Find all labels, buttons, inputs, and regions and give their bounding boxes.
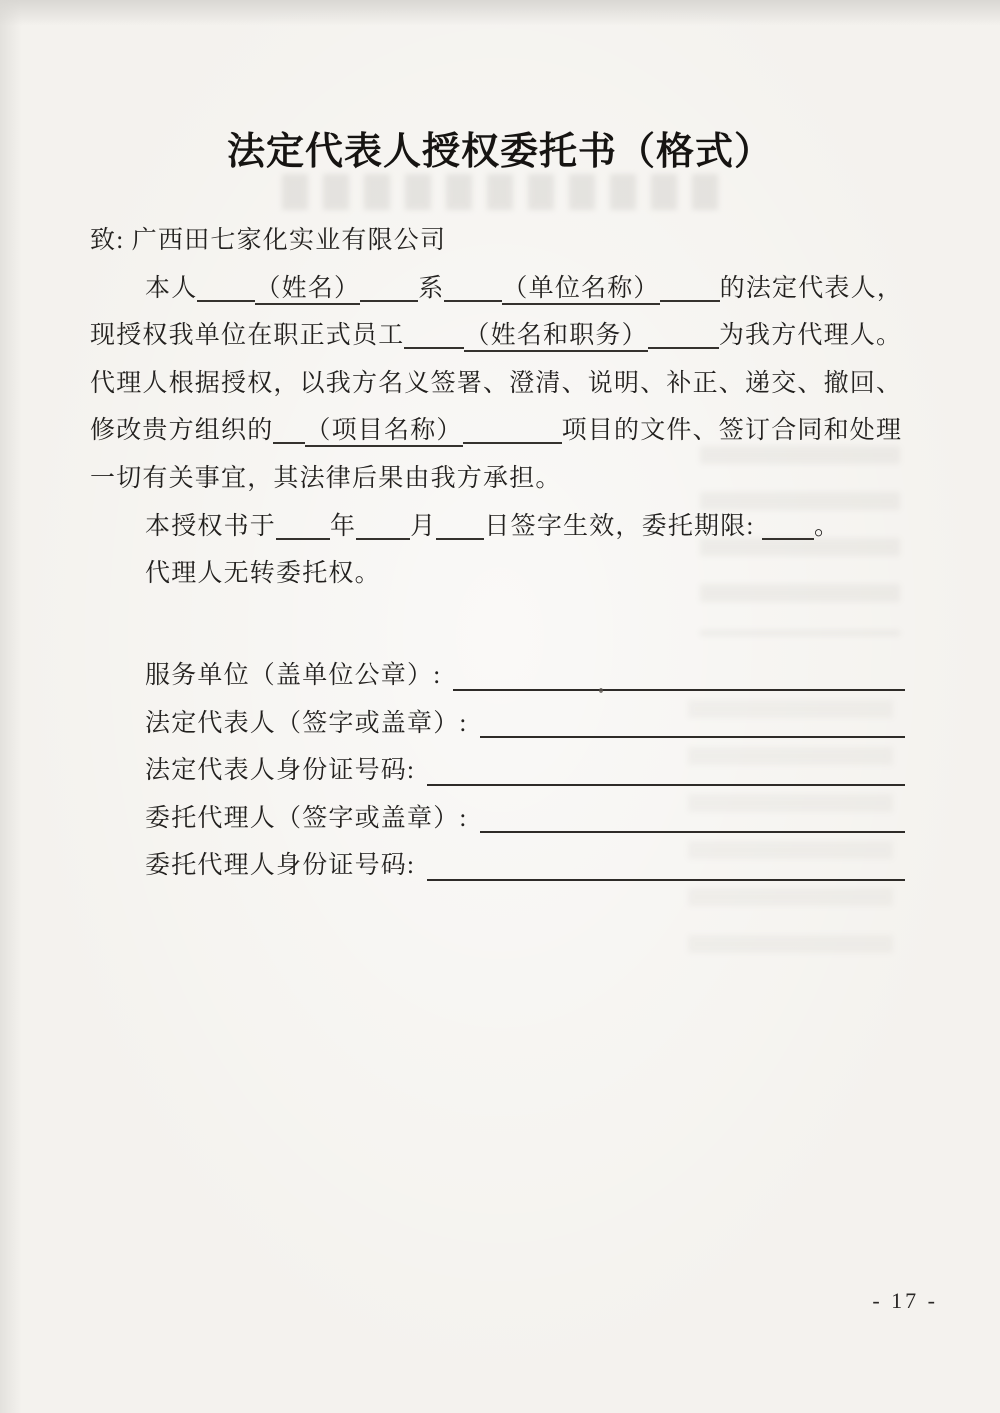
signature-row — [145, 700, 907, 748]
paragraph — [90, 360, 912, 408]
text-run: 的法定代表人， — [719, 274, 904, 302]
blank-underline — [197, 280, 255, 302]
page-title: 法定代表人授权委托书（格式） — [226, 131, 773, 173]
paragraph — [90, 312, 912, 360]
signature-blank-line — [480, 831, 905, 833]
signature-blank-line — [427, 879, 905, 881]
paragraph — [90, 503, 912, 551]
document-body — [90, 217, 912, 598]
text-run: 现授权我单位在职正式员工 — [90, 322, 405, 350]
recipient-line: 致: 广西田七家化实业有限公司 — [90, 227, 447, 254]
blank-underline — [463, 422, 562, 444]
paragraph — [90, 407, 912, 455]
blank-underline — [444, 280, 502, 302]
signature-blank-line — [427, 784, 905, 786]
hint-on-line: （单位名称） — [502, 275, 659, 305]
blank-underline — [360, 280, 418, 302]
text-run: 代理人无转委托权。 — [145, 560, 381, 588]
blank-underline — [648, 327, 719, 349]
signature-row — [145, 795, 907, 843]
blank-underline — [762, 518, 814, 540]
text-run: 日签字生效，委托期限: — [484, 512, 763, 540]
text-run: 系 — [418, 274, 445, 302]
blank-underline — [276, 518, 330, 540]
hint-on-line: （项目名称） — [305, 417, 462, 447]
paragraph — [90, 455, 912, 503]
text-run: 为我方代理人。 — [718, 322, 903, 350]
signature-label: 委托代理人（签字或盖章）: — [145, 804, 468, 832]
signature-label: 服务单位（盖单位公章）: — [145, 662, 442, 689]
signature-blank-line — [480, 736, 905, 738]
signature-blank-line — [453, 689, 905, 691]
hint-on-line: （姓名） — [255, 275, 360, 305]
signature-label: 法定代表人（签字或盖章）: — [145, 709, 468, 737]
text-run: 项目的文件、签订合同和处理 — [561, 417, 903, 445]
body-paragraphs — [90, 265, 912, 598]
text-run: 本人 — [145, 274, 198, 302]
text-run: 本授权书于 — [145, 512, 277, 540]
text-run: 代理人根据授权，以我方名义签署、澄清、说明、补正、递交、撤回、 — [90, 369, 903, 397]
signature-row — [145, 652, 907, 700]
paragraph — [90, 550, 912, 598]
blank-underline — [436, 518, 484, 540]
signature-block — [145, 652, 907, 890]
blank-underline — [404, 327, 464, 349]
text-run: 修改贵方组织的 — [90, 417, 274, 445]
blank-underline — [660, 280, 720, 302]
page-number: - 17 - — [872, 1288, 938, 1313]
signature-label: 法定代表人身份证号码: — [145, 757, 416, 785]
blank-underline — [356, 518, 410, 540]
signature-row — [145, 747, 907, 795]
text-run: 一切有关事宜，其法律后果由我方承担。 — [90, 464, 562, 492]
hint-on-line: （姓名和职务） — [464, 322, 647, 352]
text-run: 年 — [330, 512, 357, 540]
blank-underline — [273, 422, 305, 444]
text-run: 。 — [814, 512, 841, 540]
paragraph — [90, 265, 912, 313]
scan-speck — [599, 688, 603, 693]
bleedthrough-artifact — [282, 174, 718, 210]
signature-label: 委托代理人身份证号码: — [145, 852, 416, 880]
text-run: 月 — [410, 512, 437, 540]
signature-row — [145, 842, 907, 890]
